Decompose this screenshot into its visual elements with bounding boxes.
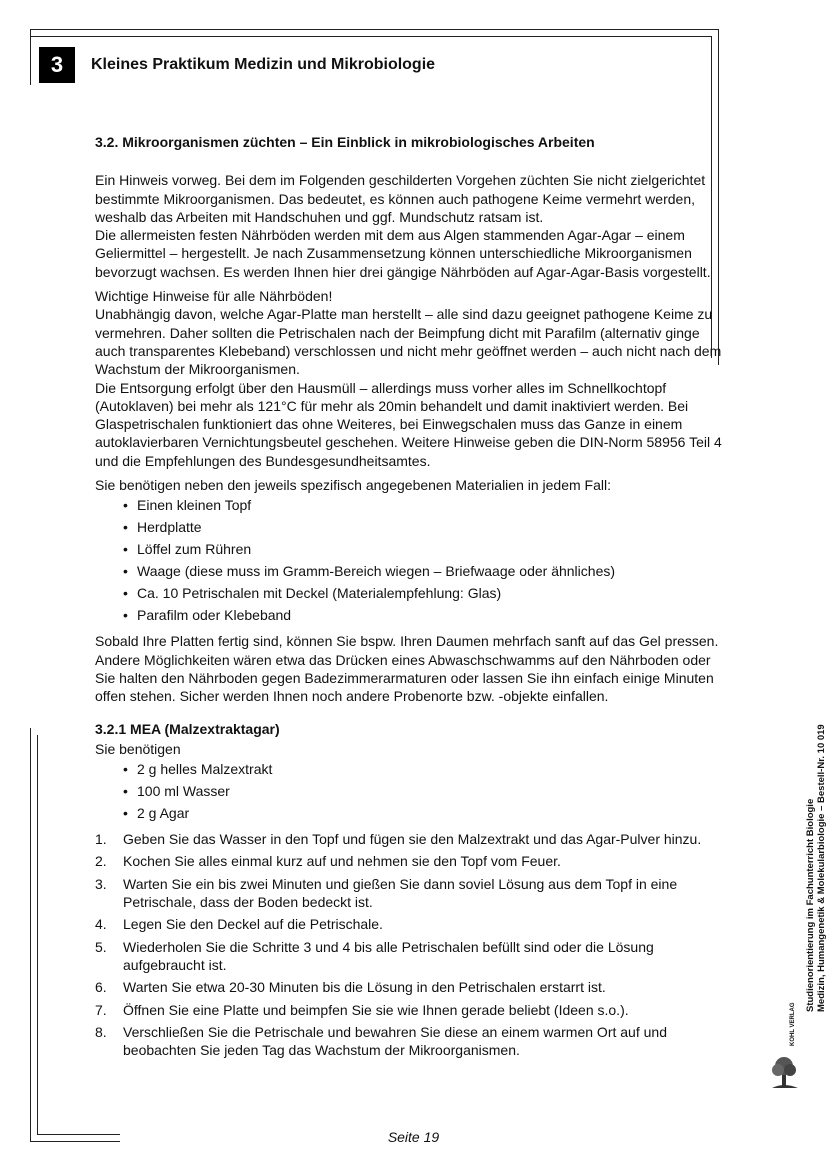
step-text: Geben Sie das Wasser in den Topf und fügen sie den Malzextrakt und das Agar-Pulver hinzu. [123, 831, 702, 848]
step-number: 7. [95, 1001, 107, 1018]
step-number: 2. [95, 853, 107, 870]
step-text: Warten Sie ein bis zwei Minuten und gießen Sie dann soviel Lösung aus dem Topf in eine Petrischale, dass der Boden bedeckt ist. [123, 875, 678, 911]
step-text: Öffnen Sie eine Platte und beimpfen Sie sie wie Ihnen gerade beliebt (Ideen s.o.). [123, 1001, 629, 1018]
step-number: 6. [95, 979, 107, 996]
subsection-title: 3.2.1 MEA (Malzextraktagar) [95, 720, 280, 737]
step-number: 5. [95, 938, 107, 955]
step-number: 8. [95, 1023, 107, 1040]
step-number: 3. [95, 875, 107, 892]
publisher-tree-logo-icon [768, 1040, 812, 1094]
steps-list [95, 830, 725, 1059]
step-number: 4. [95, 916, 107, 933]
important-heading: Wichtige Hinweise für alle Nährböden! [95, 288, 333, 305]
list-item: • 2 g helles Malzextrakt [123, 758, 725, 780]
step-text: Verschließen Sie die Petrischale und bewahren Sie diese an einem warmen Ort auf und beobachten Sie jeden Tag das Wachstum der Mikroorganismen. [123, 1023, 667, 1059]
step-item [95, 1023, 725, 1060]
step-item [95, 830, 725, 848]
step-item [95, 852, 725, 870]
materials-list [95, 494, 725, 626]
intro-paragraph [95, 171, 725, 281]
needs-label: Sie benötigen [95, 740, 181, 757]
frame-bottom-left-vertical-inner [37, 735, 38, 1134]
chapter-number-badge [39, 47, 75, 83]
chapter-number: 3 [50, 52, 64, 77]
sidebar-line-2: Medizin, Humangenetik & Molekularbiologie – Bestell-Nr. 10 019 [816, 724, 827, 1012]
chapter-title: Kleines Praktikum Medizin und Mikrobiologie [91, 56, 436, 73]
list-item: • Parafilm oder Klebeband [123, 604, 725, 626]
frame-top-line-inner [30, 36, 711, 37]
step-item [95, 875, 725, 912]
step-text: Warten Sie etwa 20-30 Minuten bis die Lösung in den Petrischalen erstarrt ist. [123, 979, 606, 996]
list-item: • Ca. 10 Petrischalen mit Deckel (Materialempfehlung: Glas) [123, 582, 725, 604]
materials-intro: Sie benötigen neben den jeweils spezifisch angegebenen Materialien in jedem Fall: [95, 477, 612, 494]
list-item: • 100 ml Wasser [123, 780, 725, 802]
section-title: 3.2. Mikroorganismen züchten – Ein Einblick in mikrobiologisches Arbeiten [95, 134, 595, 150]
list-item: • Löffel zum Rühren [123, 538, 725, 560]
important-text-1: Unabhängig davon, welche Agar-Platte man herstellt – alle sind dazu geeignet pathogene Keime zu vermehren. Daher sollten die Petrischalen nach der Beimpfung dicht mit Parafilm (alternativ ginge auch transparentes Klebeband) verschlossen und nicht mehr geöffnet werden – auch nicht nach dem Wachstum der Mikroorganismen. [95, 306, 722, 378]
list-item: • Herdplatte [123, 516, 725, 538]
step-item [95, 915, 725, 933]
list-item: • Waage (diese muss im Gramm-Bereich wiegen – Briefwaage oder ähnliches) [123, 560, 725, 582]
step-text: Wiederholen Sie die Schritte 3 und 4 bis alle Petrischalen befüllt sind oder die Lösung aufgebraucht ist. [123, 938, 654, 973]
list-item: • 2 g Agar [123, 802, 725, 824]
important-text-2: Die Entsorgung erfolgt über den Hausmüll – allerdings muss vorher alles im Schnellkochtopf (Autoklaven) bei mehr als 121°C für mehr als 20min behandelt und damit inaktiviert werden. Bei Glaspetrischalen funktioniert das ohne Weiteres, bei Einwegschalen muss das Ganze in einem autoklavierbaren Vernichtungsbeutel geschehen. Weitere Hinweise geben die DIN-Norm 58956 Teil 4 und die Empfehlungen des Bundesgesundheitsamtes. [95, 379, 722, 469]
step-item [95, 938, 725, 975]
page-content [95, 133, 725, 1063]
publisher-name: KOHL VERLAG [790, 1002, 796, 1046]
agar-text: Die allermeisten festen Nährböden werden mit dem aus Algen stammenden Agar-Agar – einem Geliermittel – hergestellt. Je nach Zusammensetzung können unterschiedliche Mikroorganismen bevorzugt wachsen. Es werden Ihnen hier drei gängige Nährböden auf Agar-Agar-Basis vorgestellt. [95, 227, 711, 280]
important-notes [95, 287, 725, 470]
frame-left-line [30, 29, 31, 85]
intro-text: Ein Hinweis vorweg. Bei dem im Folgenden geschilderten Vorgehen züchten Sie nicht zielgerichtet bestimmte Mikroorganismen. Das bedeutet, es können auch pathogene Keime vermehrt werden, weshalb das Arbeiten mit Handschuhen und ggf. Mundschutz ratsam ist. [95, 172, 706, 225]
sidebar-publication-info [805, 682, 827, 1012]
ingredients-list [95, 758, 725, 824]
step-text: Kochen Sie alles einmal kurz auf und nehmen sie den Topf vom Feuer. [123, 853, 561, 870]
plates-paragraph: Sobald Ihre Platten fertig sind, können Sie bspw. Ihren Daumen mehrfach sanft auf das Gel pressen. Andere Möglichkeiten wären etwa das Drücken eines Abwaschschwamms auf den Nährboden oder Sie halten den Nährboden gegen Badezimmerarmaturen oder lassen Sie ihn einfach einige Minuten offen stehen. Sicher werden Ihnen noch andere Probenorte bzw. -objekte einfallen. [95, 633, 719, 705]
step-number: 1. [95, 831, 107, 848]
step-text: Legen Sie den Deckel auf die Petrischale. [123, 916, 383, 933]
step-item [95, 978, 725, 996]
step-item [95, 1001, 725, 1019]
sidebar-line-1: Studienorientierung im Fachunterricht Biologie [805, 798, 816, 1012]
list-item: • Einen kleinen Topf [123, 494, 725, 516]
page-number: Seite 19 [387, 1129, 440, 1145]
frame-top-line [30, 29, 718, 30]
frame-bottom-left-vertical [30, 728, 31, 1141]
